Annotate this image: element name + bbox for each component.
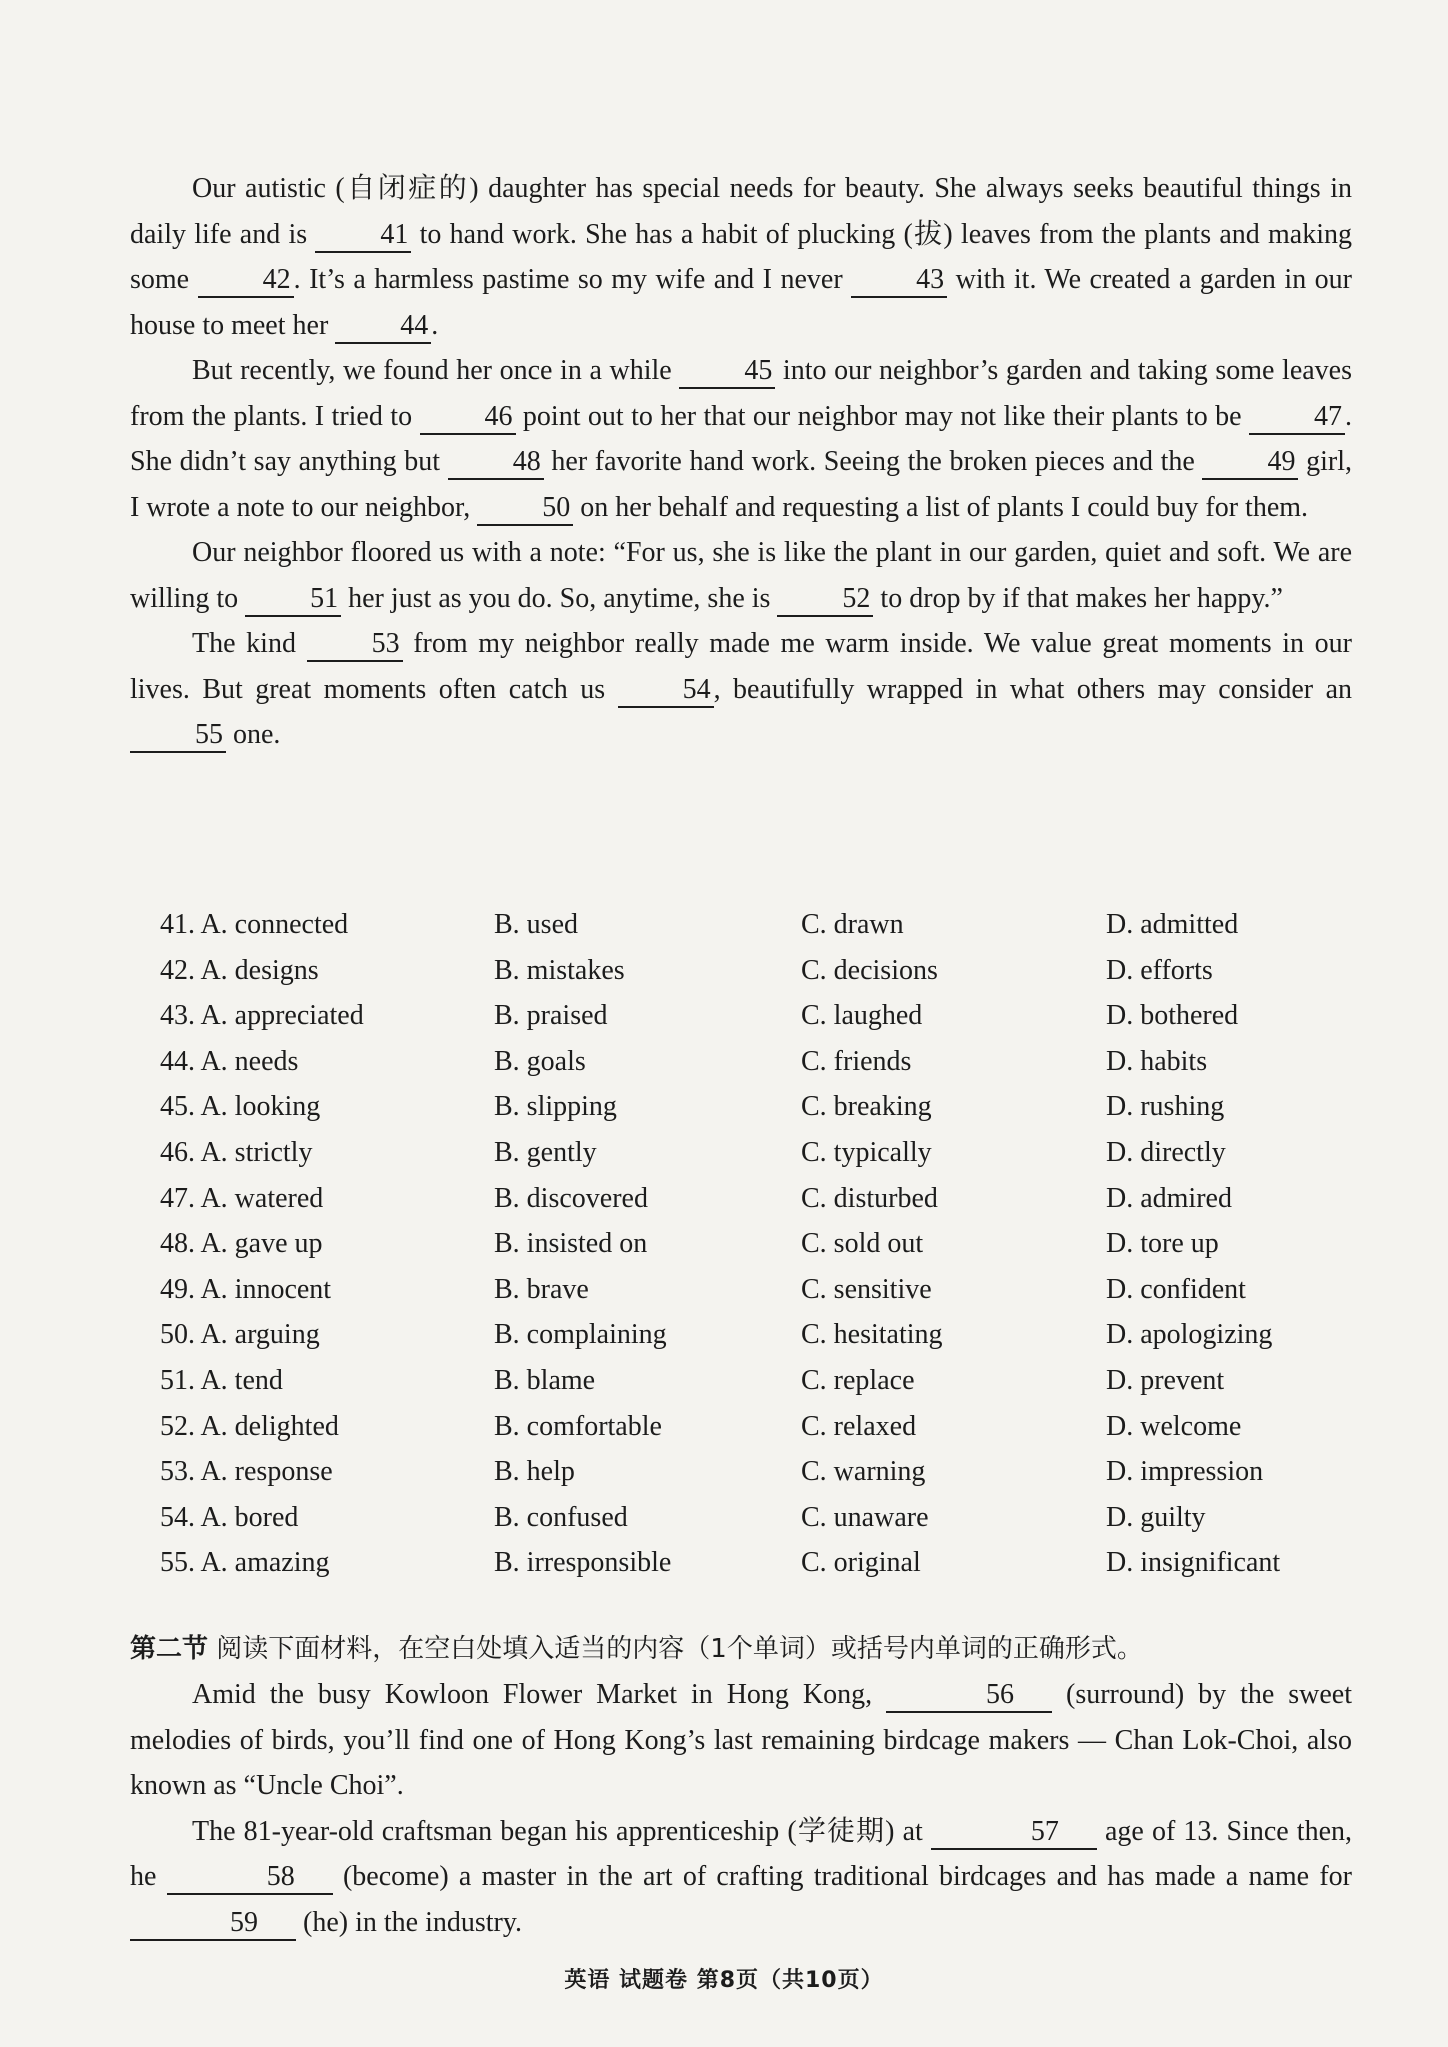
answer-blank: 43 [851,265,947,298]
option-choice: B. confused [494,1501,628,1533]
answer-blank: 46 [420,402,516,435]
option-row [160,1312,1350,1358]
passage-text: to hand work. She has a habit of plucking (拔) leaves from the plants and making some [130,218,1352,295]
option-choice: C. unaware [801,1501,929,1533]
option-choice: C. disturbed [801,1182,938,1214]
option-choice: C. friends [801,1045,912,1077]
option-row [160,1449,1350,1495]
option-choice: 41. A. connected [160,909,349,940]
passage-text: The kind [192,628,307,659]
option-choice: 50. A. arguing [160,1319,320,1351]
option-choice: C. replace [801,1364,915,1396]
option-choice: D. admitted [1106,909,1239,940]
section-heading [130,1626,1352,1672]
answer-blank: 56 [886,1680,1052,1713]
option-choice: D. admired [1106,1182,1232,1214]
passage-text: her favorite hand work. Seeing the broken pieces and the [543,446,1203,477]
passage-text: to drop by if that makes her happy.” [873,582,1283,614]
option-choice: D. guilty [1106,1501,1206,1533]
passage-text: The 81-year-old craftsman began his apprenticeship (学徒期) at [192,1815,931,1847]
option-choice: C. breaking [801,1091,932,1123]
option-choice: D. insignificant [1106,1547,1281,1579]
option-choice: B. used [494,909,578,940]
answer-blank: 55 [130,720,226,753]
passage-paragraph [130,530,1352,621]
option-choice: D. confident [1106,1273,1246,1305]
passage-paragraph [130,621,1352,758]
answer-blank: 49 [1202,447,1298,480]
section-title: 第二节 [130,1634,209,1664]
answer-options [160,902,1350,1586]
option-row [160,1404,1350,1450]
option-choice: C. original [801,1547,921,1579]
option-row [160,1267,1350,1313]
option-choice: D. directly [1106,1136,1226,1168]
option-choice: B. goals [494,1045,586,1077]
option-choice: B. discovered [494,1182,648,1214]
option-choice: 44. A. needs [160,1045,299,1077]
option-choice: B. irresponsible [494,1547,672,1579]
option-choice: D. apologizing [1106,1319,1273,1351]
option-choice: 47. A. watered [160,1182,324,1214]
section-instruction: 阅读下面材料，在空白处填入适当的内容（1个单词）或括号内单词的正确形式。 [216,1634,1143,1664]
passage-text: her just as you do. So, anytime, she is [341,582,778,614]
option-choice: 51. A. tend [160,1364,283,1396]
option-choice: 53. A. response [160,1456,333,1488]
option-choice: B. insisted on [494,1228,648,1260]
passage-text: from my neighbor really made me warm inside. We value great moments in our lives. But great moments often catch us [130,628,1352,705]
option-choice: D. rushing [1106,1091,1225,1123]
option-choice: 45. A. looking [160,1091,321,1123]
option-choice: B. comfortable [494,1410,662,1442]
option-choice: 52. A. delighted [160,1410,339,1442]
passage-text: girl, I wrote a note to our neighbor, [130,446,1353,523]
cloze-passage [130,166,1352,758]
option-choice: D. efforts [1106,954,1213,986]
answer-blank: 45 [679,356,775,389]
grammar-passage [130,1672,1352,1945]
passage-text: (become) a master in the art of crafting traditional birdcages and has made a name for [332,1861,1352,1892]
option-choice: B. praised [494,1000,608,1032]
passage-paragraph [130,1809,1352,1946]
option-row [160,902,1350,948]
passage-text: . [431,309,439,341]
option-choice: 49. A. innocent [160,1273,332,1305]
passage-text: age of 13. Since then, he [130,1815,1353,1892]
passage-text: (surround) by the sweet melodies of birds, you’ll find one of Hong Kong’s last remaining birdcage makers — Chan Lok-Choi, also known as “Uncle Choi”. [130,1679,1352,1801]
passage-text: point out to her that our neighbor may not like their plants to be [515,400,1249,432]
passage-text: into our neighbor’s garden and taking some leaves from the plants. I tried to [130,355,1352,432]
answer-blank: 51 [245,584,341,617]
passage-text: Our neighbor floored us with a note: “For us, she is like the plant in our garden, quiet and soft. We are willing to [130,537,1352,614]
option-choice: D. habits [1106,1045,1208,1077]
option-choice: B. blame [494,1364,596,1396]
option-row [160,1130,1350,1176]
answer-blank: 44 [335,311,431,344]
option-choice: C. relaxed [801,1410,917,1442]
option-row [160,1039,1350,1085]
option-row [160,1176,1350,1222]
option-choice: B. help [494,1456,575,1488]
answer-blank: 59 [130,1908,296,1941]
option-choice: B. complaining [494,1319,667,1351]
passage-text: Our autistic (自闭症的) daughter has special needs for beauty. She always seeks beautiful things in daily life and is [130,173,1352,250]
option-choice: 55. A. amazing [160,1547,330,1579]
option-choice: D. welcome [1106,1410,1242,1442]
passage-paragraph [130,348,1352,530]
option-choice: C. sensitive [801,1273,932,1305]
option-choice: D. tore up [1106,1228,1219,1260]
passage-paragraph [130,1672,1352,1809]
option-choice: 42. A. designs [160,954,319,986]
option-choice: C. typically [801,1136,932,1168]
answer-blank: 58 [167,1862,333,1895]
option-row [160,1358,1350,1404]
option-row [160,1540,1350,1586]
option-choice: D. prevent [1106,1364,1225,1396]
answer-blank: 42 [198,265,294,298]
option-row [160,993,1350,1039]
option-choice: C. hesitating [801,1319,943,1351]
answer-blank: 53 [307,629,403,662]
option-choice: C. drawn [801,909,904,940]
passage-text: But recently, we found her once in a while [192,355,680,386]
option-choice: C. sold out [801,1228,924,1260]
passage-text: , beautifully wrapped in what others may consider an [713,673,1352,705]
option-choice: 46. A. strictly [160,1136,313,1168]
option-choice: D. impression [1106,1456,1264,1488]
option-row [160,1495,1350,1541]
passage-text: . It’s a harmless pastime so my wife and I never [293,264,852,295]
option-choice: B. slipping [494,1091,617,1123]
option-choice: B. gently [494,1136,597,1168]
option-row [160,948,1350,994]
answer-blank: 54 [618,675,714,708]
option-choice: 48. A. gave up [160,1228,323,1260]
option-row [160,1084,1350,1130]
passage-text: Amid the busy Kowloon Flower Market in Hong Kong, [192,1679,887,1710]
page-footer: 英语 试题卷 第8页（共10页） [564,1968,884,1993]
option-choice: 54. A. bored [160,1501,299,1533]
answer-blank: 48 [448,447,544,480]
option-choice: D. bothered [1106,1000,1239,1032]
option-choice: C. warning [801,1456,926,1488]
passage-text: one. [226,719,281,750]
option-choice: B. brave [494,1273,589,1305]
passage-paragraph [130,166,1352,348]
option-choice: C. decisions [801,954,938,986]
passage-text: with it. We created a garden in our house to meet her [130,264,1352,341]
passage-text: (he) in the industry. [296,1906,523,1938]
passage-text: . She didn’t say anything but [130,400,1352,477]
passage-text: on her behalf and requesting a list of plants I could buy for them. [573,491,1309,523]
option-row [160,1221,1350,1267]
option-choice: B. mistakes [494,954,625,986]
answer-blank: 41 [315,220,411,253]
option-choice: C. laughed [801,1000,923,1032]
answer-blank: 57 [931,1817,1097,1850]
answer-blank: 50 [477,493,573,526]
answer-blank: 47 [1249,402,1345,435]
option-choice: 43. A. appreciated [160,1000,364,1032]
answer-blank: 52 [777,584,873,617]
